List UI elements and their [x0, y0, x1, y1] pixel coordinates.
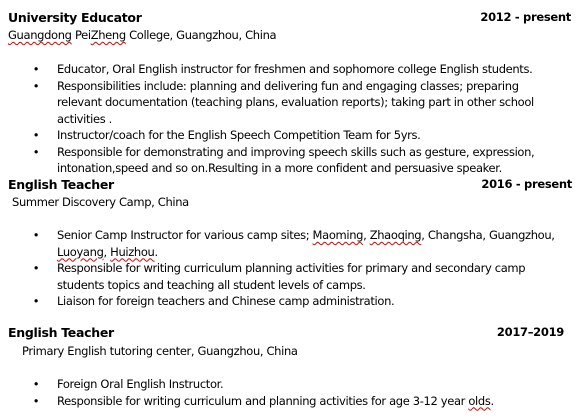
list-item — [0, 127, 561, 144]
bullet-icon: • — [32, 377, 40, 391]
list-item-text: Responsible for demonstrating and improving speech skills such as gesture, expression, intonation,speed and so on.Resulting in a more confident and persuasive speaker. — [57, 144, 535, 175]
bullet-icon: • — [32, 294, 40, 308]
responsibility-list — [0, 227, 561, 310]
list-item — [0, 144, 561, 177]
job-organization: Primary English tutoring center, Guangzhou, China — [22, 344, 298, 358]
bullet-icon: • — [32, 144, 40, 159]
list-item — [0, 393, 561, 410]
org-name-rest: College, Guangzhou, China — [129, 28, 277, 42]
job-header — [0, 10, 584, 26]
list-item-text: Foreign Oral English Instructor. — [57, 377, 224, 391]
place-name: Luoyang — [57, 244, 104, 259]
bullet-icon: • — [32, 261, 40, 275]
bullet-icon: • — [32, 228, 40, 242]
list-item — [0, 78, 561, 128]
list-item-text: Educator, Oral English instructor for freshmen and sophomore college English students. — [57, 62, 533, 76]
bullet-icon: • — [32, 128, 40, 142]
list-item-text: Responsible for writing curriculum planning activities for primary and secondary camp students topics and teaching all student levels of camps. — [57, 261, 526, 292]
job-title: University Educator — [8, 10, 142, 25]
org-name-part: Pei — [74, 28, 91, 42]
bullet-icon: • — [32, 78, 40, 93]
job-title: English Teacher — [8, 177, 114, 192]
misspelled-word: olds — [468, 393, 491, 408]
job-dates: 2017–2019 — [496, 325, 564, 339]
job-dates: 2016 - present — [481, 177, 572, 191]
job-organization — [8, 28, 276, 42]
org-name-part: Guangdong — [8, 28, 72, 42]
responsibility-list — [0, 61, 561, 177]
place-name: Maoming — [312, 228, 364, 242]
job-title: English Teacher — [8, 325, 114, 340]
list-item-text: Responsible for writing curriculum and planning activities for age 3-12 year olds. — [57, 393, 494, 408]
job-entry-camp-english-teacher — [0, 177, 584, 308]
responsibility-list — [0, 376, 561, 409]
job-header — [0, 325, 584, 341]
list-item — [0, 227, 561, 260]
bullet-icon: • — [32, 62, 40, 76]
list-item — [0, 61, 561, 78]
job-entry-university-educator — [0, 10, 584, 175]
job-entry-tutoring-english-teacher — [0, 325, 584, 408]
list-item — [0, 260, 561, 293]
job-dates: 2012 - present — [480, 10, 571, 24]
list-item-text: Instructor/coach for the English Speech Competition Team for 5yrs. — [57, 128, 421, 142]
list-item-text: Responsibilities include: planning and delivering fun and engaging classes; preparing relevant documentation (teaching plans, evaluation reports); taking part in other school activities . — [57, 78, 534, 126]
bullet-icon: • — [32, 393, 40, 408]
list-item-text: Liaison for foreign teachers and Chinese camp administration. — [57, 294, 395, 308]
org-name-part: Zheng — [90, 28, 126, 42]
place-name: Zhaoqing — [369, 228, 422, 242]
job-organization: Summer Discovery Camp, China — [12, 195, 189, 209]
job-header — [0, 177, 584, 193]
list-item-text: Senior Camp Instructor for various camp sites; Maoming, Zhaoqing, Changsha, Guangzhou, Luoyang, Huizhou. — [57, 228, 555, 259]
list-item — [0, 293, 561, 310]
list-item — [0, 376, 561, 393]
place-name: Huizhou — [110, 244, 155, 259]
